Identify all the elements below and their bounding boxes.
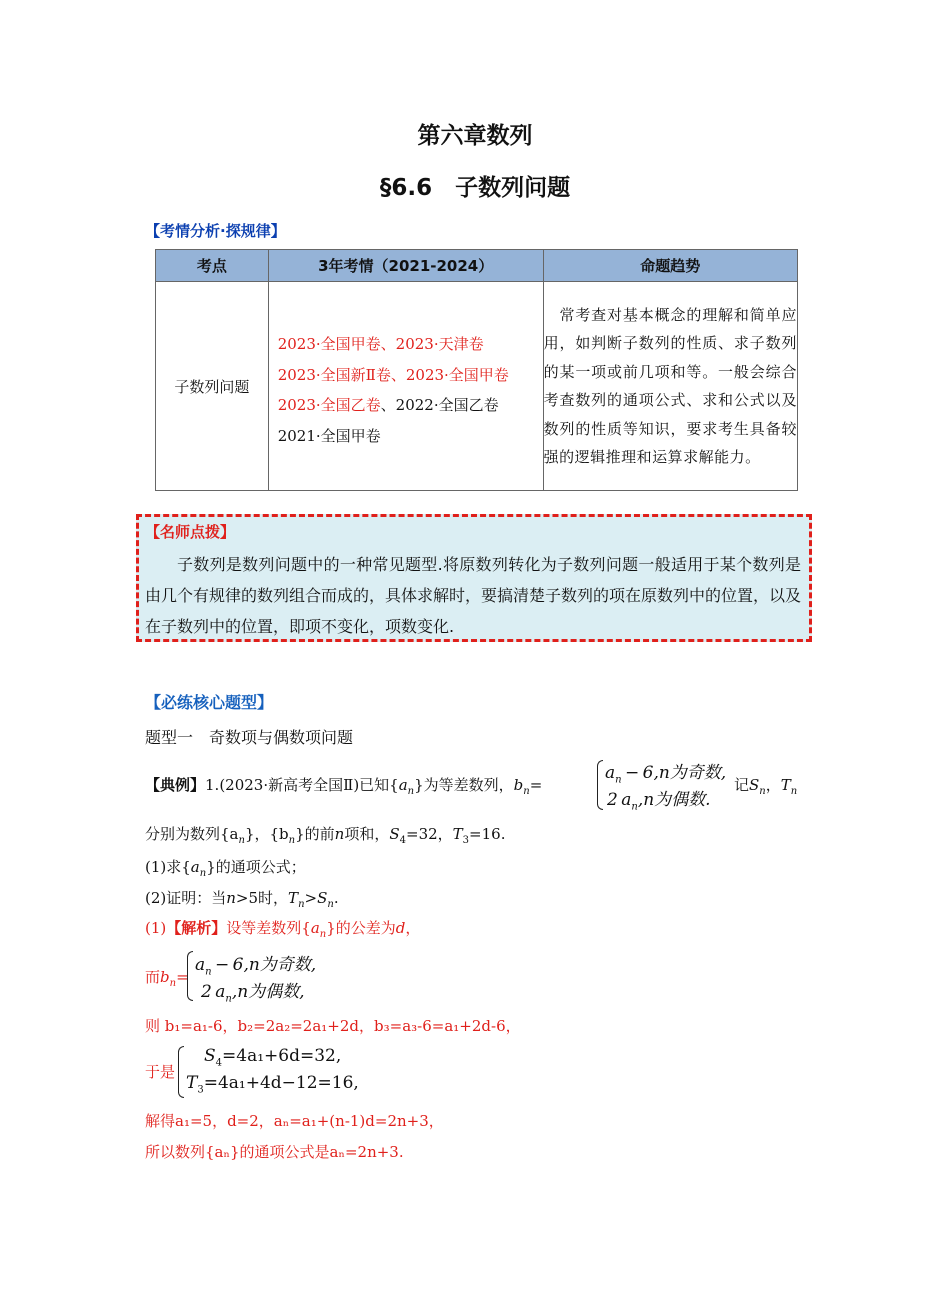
exam-line: 2023·全国甲卷、2023·天津卷 bbox=[277, 335, 484, 353]
piecewise-brace bbox=[187, 951, 193, 1001]
example-line-1: 【典例】1.(2023·新高考全国Ⅱ)已知$\{a_n\}$为等差数列，$b_n=$ bbox=[145, 776, 543, 797]
system-eq-2: $T_3=4a_1+4d-12=16$, bbox=[186, 1073, 359, 1096]
piecewise-top: $a_n - 6,n$为奇数, bbox=[195, 955, 317, 978]
teacher-tip-label: 【名师点拨】 bbox=[145, 523, 236, 541]
example-after: 记$S_n$，$T_n$ bbox=[734, 776, 798, 797]
topic-cell: 子数列问题 bbox=[156, 282, 269, 491]
solution-yushi: 于是 bbox=[145, 1063, 176, 1081]
exam-line-part: 2023·全国乙卷 bbox=[277, 396, 381, 414]
solution-er: 而$b_n=$ bbox=[145, 968, 189, 989]
section-title: §6.6 子数列问题 bbox=[379, 175, 571, 201]
solution-system bbox=[178, 1044, 378, 1098]
piecewise-bottom: 2 $a_n,n$为偶数, bbox=[201, 982, 305, 1005]
teacher-tip-text: 子数列是数列问题中的一种常见题型.将原数列转化为子数列问题一般适用于某个数列是由几个有规律的数列组合而成的，具体求解时，要搞清楚子数列的项在原数列中的位置，以及在子数列中的位置，即项不变化，项数变化. bbox=[145, 555, 802, 636]
example-intro: 1.(2023·新高考全国Ⅱ)已知{ bbox=[205, 776, 399, 794]
example-piecewise bbox=[597, 758, 737, 812]
exam-line-part: 、2022·全国乙卷 bbox=[380, 396, 499, 414]
table-header-row bbox=[156, 250, 798, 282]
piecewise-brace bbox=[597, 760, 603, 810]
exam-line: 2021·全国甲卷 bbox=[277, 426, 381, 445]
piecewise-top: $a_n - 6,n$为奇数, bbox=[605, 763, 727, 786]
exam-analysis-table bbox=[155, 249, 798, 491]
column-header: 3年考情（2021-2024） bbox=[268, 250, 543, 282]
system-eq-1: $S_4=4a_1+6d=32$, bbox=[204, 1046, 342, 1069]
solution-conclusion: 所以数列{aₙ}的通项公式是aₙ=2n+3. bbox=[145, 1143, 404, 1161]
question-type-title: 题型一 奇数项与偶数项问题 bbox=[145, 728, 354, 747]
system-brace bbox=[178, 1046, 184, 1098]
example-label: 【典例】 bbox=[145, 776, 206, 794]
question-1: (1)求$\{a_n\}$的通项公式； bbox=[145, 858, 306, 879]
solution-piecewise bbox=[187, 949, 337, 1003]
exam-line bbox=[278, 390, 543, 421]
column-header: 命题趋势 bbox=[543, 250, 797, 282]
exams-cell bbox=[268, 282, 543, 491]
trend-cell: 常考查对基本概念的理解和简单应用，如判断子数列的性质、求子数列的某一项或前几项和等。一般会综合考查数列的通项公式、求和公式以及数列的性质等知识，要求考生具备较强的逻辑推理和运算求解能力。 bbox=[543, 282, 797, 491]
core-heading: 【必练核心题型】 bbox=[145, 693, 274, 712]
chapter-title: 第六章数列 bbox=[417, 123, 533, 149]
teacher-tip-box bbox=[136, 514, 812, 642]
example-intro-2: }为等差数列， bbox=[414, 776, 514, 794]
table-row bbox=[156, 282, 798, 491]
question-2: (2)证明：当n>5时，$T_n>S_n$. bbox=[145, 889, 339, 910]
exam-line: 2023·全国新Ⅱ卷、2023·全国甲卷 bbox=[277, 365, 509, 384]
solution-line-1: (1)【解析】设等差数列$\{a_n\}$的公差为d， bbox=[145, 919, 421, 940]
exam-analysis-heading: 【考情分析·探规律】 bbox=[145, 222, 286, 240]
solution-solve: 解得a₁=5，d=2，aₙ=a₁+(n-1)d=2n+3， bbox=[145, 1112, 444, 1130]
solution-then: 则 b₁=a₁-6，b₂=2a₂=2a₁+2d，b₃=a₃-6=a₁+2d-6， bbox=[145, 1017, 521, 1035]
column-header: 考点 bbox=[156, 250, 269, 282]
piecewise-bottom: 2 $a_n,n$为偶数. bbox=[607, 790, 711, 813]
example-line-2: 分别为数列$\{a_n\}$，$\{b_n\}$的前n项和，$S_4=32$，$T_3=16$. bbox=[145, 825, 506, 846]
